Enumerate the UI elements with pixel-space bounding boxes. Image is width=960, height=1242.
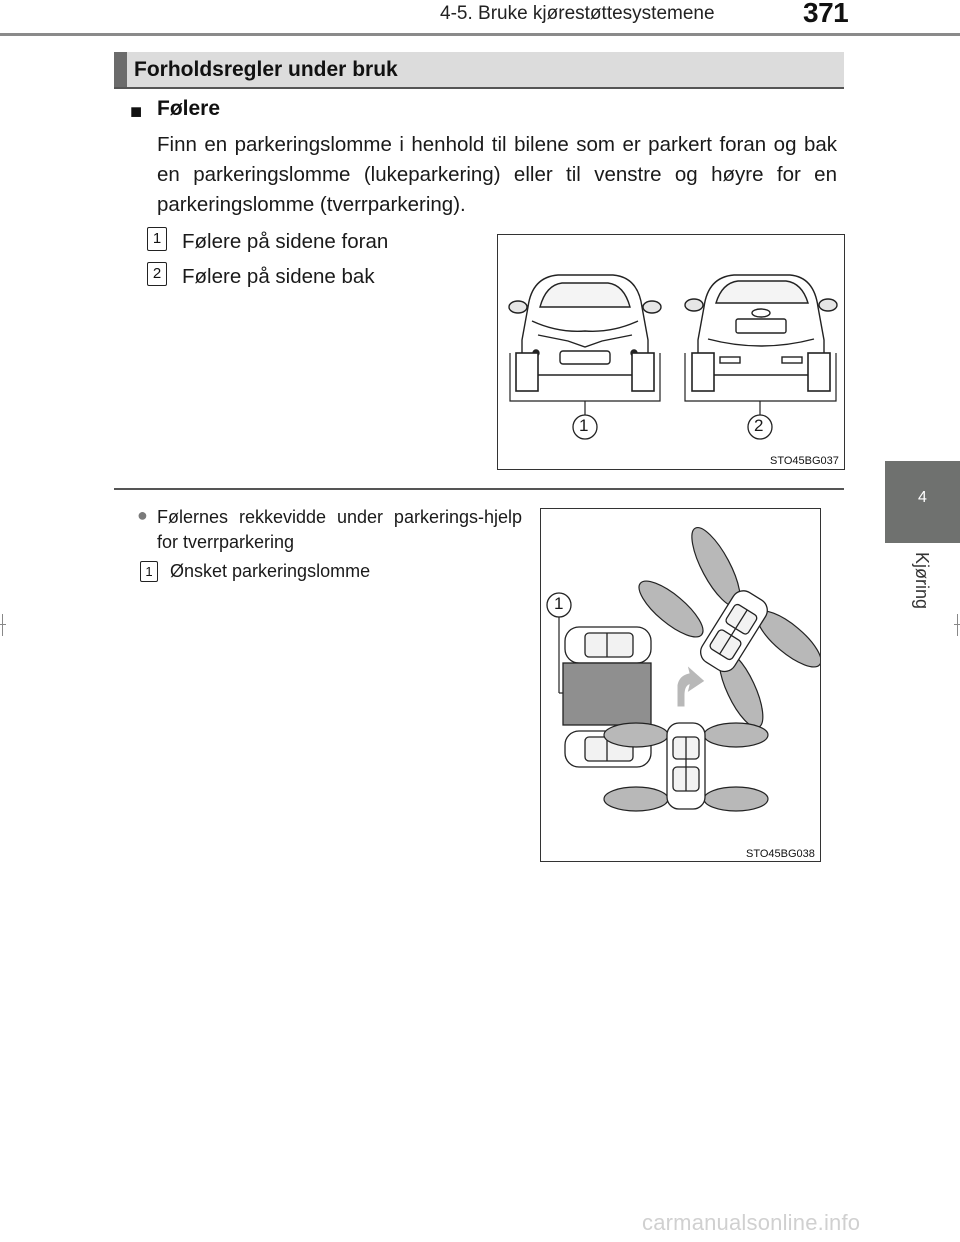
range-figure — [540, 508, 821, 862]
chapter-tab-label — [885, 552, 960, 632]
section-header-rule — [114, 87, 844, 89]
list-item-rear-sensors: Følere på sidene bak — [182, 265, 375, 288]
figure2-callout-1: 1 — [554, 594, 564, 613]
crop-mark-left — [0, 624, 6, 625]
upper-car-icon — [696, 586, 772, 676]
section-header-accent — [114, 52, 127, 88]
header-rule — [0, 33, 960, 36]
crop-mark-right-vert — [957, 614, 958, 636]
chapter-tab-number: 4 — [918, 489, 927, 506]
sensor-figure-illustration — [498, 235, 844, 469]
front-left-sensor-zone — [516, 353, 538, 391]
desired-parking-space — [563, 663, 651, 725]
rear-left-sensor-zone — [692, 353, 714, 391]
figure1-callout-2: 2 — [754, 416, 764, 435]
callout-number-2: 2 — [147, 262, 167, 286]
lower-car-icon — [667, 723, 705, 809]
range-figure-illustration — [541, 509, 820, 861]
chapter-tab-label-text: Kjøring — [912, 552, 932, 610]
subsection-heading: Følere — [157, 97, 221, 120]
figure2-code: STO45BG038 — [746, 848, 815, 860]
chapter-title: 4-5. Bruke kjørestøttesystemene — [440, 3, 715, 24]
figure1-code: STO45BG037 — [770, 455, 839, 467]
square-bullet-icon: ■ — [130, 101, 143, 123]
rear-right-sensor-zone — [808, 353, 830, 391]
range-bullet-text: Følernes rekkevidde under parkerings-hjelp for tverrparkering — [157, 507, 522, 552]
callout-number-1-range: 1 — [140, 561, 158, 582]
page-number: 371 — [803, 0, 849, 28]
figure1-callout-1: 1 — [579, 416, 589, 435]
sensors-paragraph: Finn en parkeringslomme i henhold til bilene som er parkert foran og bak en parkeringslomme (lukeparkering) eller til venstre og høyre for en parkeringslomme (tverrparkering). — [157, 133, 837, 216]
section-divider — [114, 488, 844, 490]
parked-car-top-icon — [565, 627, 651, 663]
sensor-figure — [497, 234, 845, 470]
parking-direction-arrow — [677, 665, 705, 707]
list-item-front-sensors: Følere på sidene foran — [182, 230, 389, 253]
front-right-sensor-zone — [632, 353, 654, 391]
watermark: carmanualsonline.info — [642, 1210, 861, 1235]
list-item-desired-space: Ønsket parkeringslomme — [170, 561, 371, 581]
callout-number-1: 1 — [147, 227, 167, 251]
crop-mark-left-vert — [2, 614, 3, 636]
section-title: Forholdsregler under bruk — [134, 58, 398, 81]
circle-bullet-icon: ● — [137, 505, 148, 525]
